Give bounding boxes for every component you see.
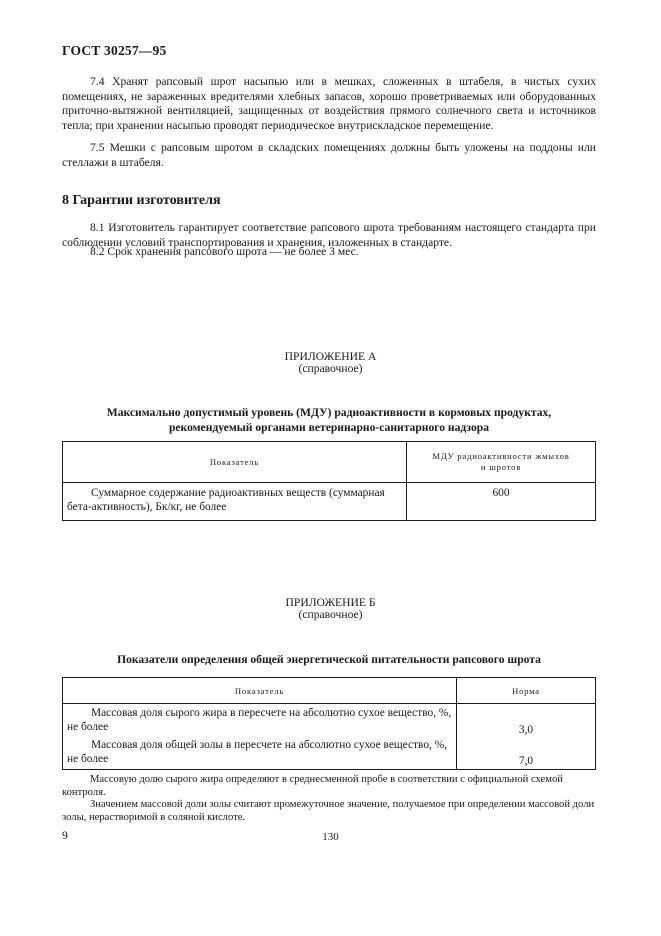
section-8-title: 8 Гарантии изготовителя (62, 193, 221, 208)
appendix-a-table (62, 441, 596, 521)
row-label-fat: Массовая доля сырого жира в пересчете на абсолютно сухое вещество, %, не более (63, 704, 457, 738)
appendix-a-note: (справочное) (298, 362, 363, 375)
appendix-b-label: ПРИЛОЖЕНИЕ Б (285, 596, 376, 609)
paragraph-8-1: 8.1 Изготовитель гарантирует соответствие рапсового шрота требованиям настоящего стандарта при соблюдении условий транспортирования и хранения, изложенных в стандарте. (62, 221, 596, 249)
table-row (63, 737, 596, 770)
appendix-b-note: (справочное) (298, 608, 363, 621)
paragraph-7-4: 7.4 Хранят рапсовый шрот насыпью или в мешках, сложенных в штабеля, в чистых сухих помещениях, не зараженных вредителями хлебных запасов, хорошо проветриваемых или оборудованных приточно-вытяжной вентиляцией, защищенных от воздействия прямого солнечного света и источников тепла; при хранении насыпью проводят периодическое внутрискладское перемещение. (62, 75, 596, 132)
appendix-a-title-line2: рекомендуемый органами ветеринарно-санитарного надзора (168, 421, 490, 434)
row-label-ash: Массовая доля общей золы в пересчете на абсолютно сухое вещество, %, не более (63, 737, 457, 770)
column-header-indicator: Показатель (63, 442, 407, 483)
column-header-mdu-line2: и шротов (480, 462, 522, 472)
appendix-a-title (62, 405, 596, 435)
page-number: 130 (322, 831, 339, 843)
table-row (63, 704, 596, 738)
paragraph-7-5: 7.5 Мешки с рапсовым шротом в складских помещениях должны быть уложены на поддоны или стеллажи в штабеля. (62, 141, 596, 169)
row-value-ash: 7,0 (457, 737, 596, 770)
table-header-row (63, 678, 596, 704)
row-value-fat: 3,0 (457, 704, 596, 738)
appendix-b-table (62, 677, 596, 770)
column-header-indicator: Показатель (63, 678, 457, 704)
note-ash: Значением массовой доли золы считают промежуточное значение, получаемое при определении массовой доли золы, нерастворимой в соляной кислоте. (62, 799, 595, 824)
appendix-a-title-line1: Максимально допустимый уровень (МДУ) радиоактивности в кормовых продуктах, (106, 406, 552, 419)
row-label-radioactivity: Суммарное содержание радиоактивных веществ (суммарная бета-активность), Бк/кг, не более (63, 483, 407, 521)
paragraph-8-2: 8.2 Срок хранения рапсового шрота — не более 3 мес. (90, 245, 359, 258)
standard-header: ГОСТ 30257—95 (62, 43, 167, 58)
row-value-radioactivity: 600 (407, 483, 596, 521)
table-header-row (63, 442, 596, 483)
column-header-mdu (407, 442, 596, 483)
column-header-norm: Норма (457, 678, 596, 704)
appendix-b-title: Показатели определения общей энергетической питательности рапсового шрота (117, 653, 541, 666)
footer-left-number: 9 (62, 829, 68, 842)
appendix-a-label: ПРИЛОЖЕНИЕ А (284, 350, 377, 363)
table-row (63, 483, 596, 521)
column-header-mdu-line1: МДУ радиоактивности жмыхов (432, 451, 570, 461)
note-fat: Массовую долю сырого жира определяют в среднесменной пробе в соответствии с официальной схемой контроля. (62, 774, 563, 799)
